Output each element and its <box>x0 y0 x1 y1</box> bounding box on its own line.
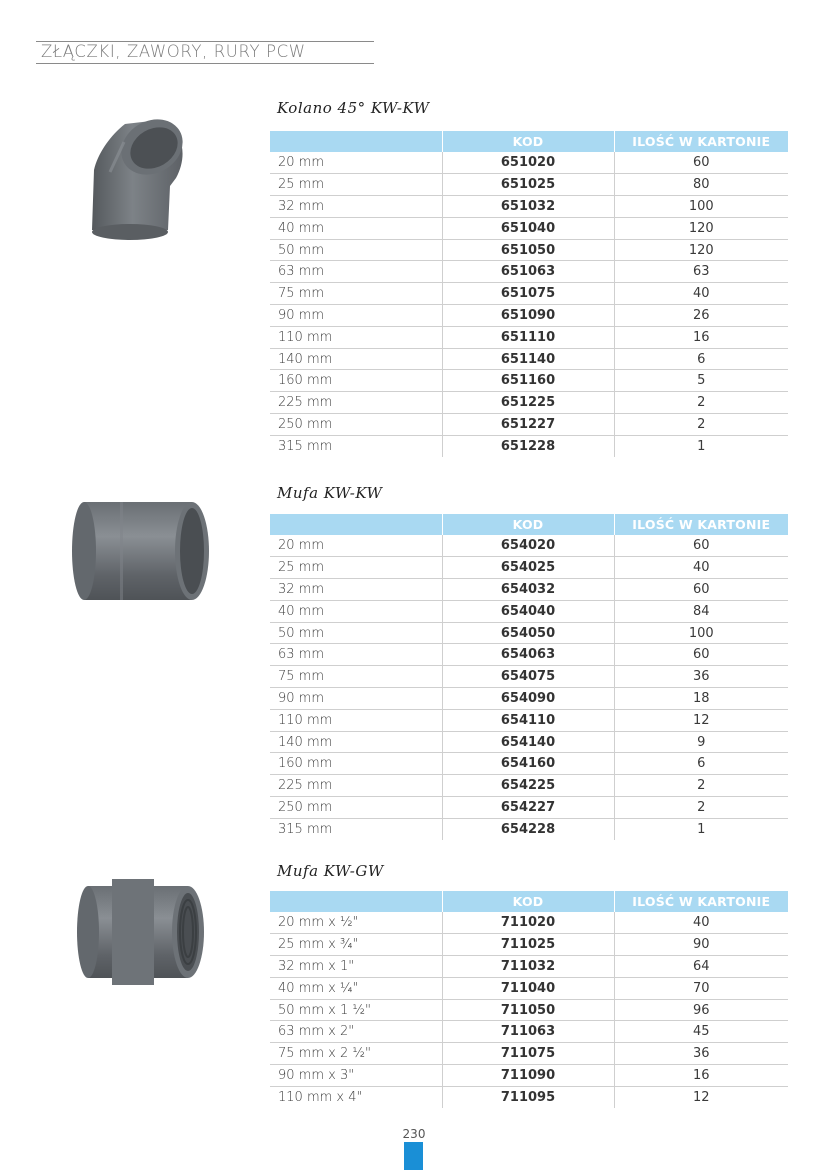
col-header-qty: ILOŚĆ W KARTONIE <box>614 514 788 535</box>
size-cell: 90 mm <box>270 688 442 710</box>
size-cell: 40 mm <box>270 217 442 239</box>
table-row <box>270 934 788 956</box>
product-code-cell: 654160 <box>442 753 614 775</box>
carton-qty-cell: 2 <box>614 797 788 819</box>
size-cell: 20 mm <box>270 535 442 557</box>
carton-qty-cell: 16 <box>614 1065 788 1087</box>
carton-qty-cell: 2 <box>614 775 788 797</box>
size-cell: 40 mm x ¼" <box>270 977 442 999</box>
product-code-cell: 651040 <box>442 217 614 239</box>
product-code-cell: 651228 <box>442 435 614 457</box>
product-code-cell: 654228 <box>442 818 614 840</box>
size-cell: 63 mm <box>270 261 442 283</box>
table-row <box>270 370 788 392</box>
table-row <box>270 818 788 840</box>
table-row <box>270 535 788 557</box>
size-cell: 110 mm <box>270 326 442 348</box>
size-cell: 250 mm <box>270 414 442 436</box>
size-cell: 75 mm x 2 ½" <box>270 1043 442 1065</box>
carton-qty-cell: 80 <box>614 174 788 196</box>
table-row <box>270 999 788 1021</box>
section-title-mufa-kw-kw: Mufa KW-KW <box>277 484 383 502</box>
product-code-cell: 651090 <box>442 305 614 327</box>
product-code-cell: 654090 <box>442 688 614 710</box>
carton-qty-cell: 26 <box>614 305 788 327</box>
carton-qty-cell: 16 <box>614 326 788 348</box>
table-row <box>270 196 788 218</box>
size-cell: 140 mm <box>270 731 442 753</box>
table-row <box>270 261 788 283</box>
size-cell: 160 mm <box>270 753 442 775</box>
size-cell: 50 mm <box>270 239 442 261</box>
carton-qty-cell: 60 <box>614 644 788 666</box>
table-row <box>270 912 788 934</box>
size-cell: 225 mm <box>270 392 442 414</box>
table-row <box>270 557 788 579</box>
product-code-cell: 651050 <box>442 239 614 261</box>
col-header-code: KOD <box>442 514 614 535</box>
col-header-code: KOD <box>442 891 614 912</box>
table-row <box>270 392 788 414</box>
carton-qty-cell: 36 <box>614 666 788 688</box>
table-row <box>270 688 788 710</box>
table-row <box>270 1043 788 1065</box>
table-row <box>270 1065 788 1087</box>
size-cell: 63 mm <box>270 644 442 666</box>
page-header-title: ZŁĄCZKI, ZAWORY, RURY PCW <box>41 42 306 61</box>
product-code-cell: 651110 <box>442 326 614 348</box>
col-header-size <box>270 891 442 912</box>
table-row <box>270 326 788 348</box>
section-title-kolano: Kolano 45° KW-KW <box>277 99 430 117</box>
carton-qty-cell: 18 <box>614 688 788 710</box>
product-code-cell: 711095 <box>442 1086 614 1108</box>
carton-qty-cell: 40 <box>614 557 788 579</box>
carton-qty-cell: 6 <box>614 753 788 775</box>
product-code-cell: 651032 <box>442 196 614 218</box>
carton-qty-cell: 100 <box>614 196 788 218</box>
table-row <box>270 797 788 819</box>
table-mufa-kw-kw <box>270 514 788 840</box>
header-rule-bottom <box>36 63 374 64</box>
product-code-cell: 654225 <box>442 775 614 797</box>
product-code-cell: 711063 <box>442 1021 614 1043</box>
col-header-size <box>270 131 442 152</box>
carton-qty-cell: 12 <box>692 1090 710 1106</box>
carton-qty-cell: 84 <box>614 600 788 622</box>
table-row <box>270 956 788 978</box>
table-row <box>270 977 788 999</box>
product-code-cell: 654025 <box>442 557 614 579</box>
carton-qty-cell: 36 <box>614 1043 788 1065</box>
carton-qty-cell: 90 <box>614 934 788 956</box>
carton-qty-cell: 9 <box>614 731 788 753</box>
size-cell: 20 mm <box>270 152 442 174</box>
product-code-cell: 651140 <box>442 348 614 370</box>
product-code-cell: 651227 <box>442 414 614 436</box>
carton-qty-cell: 2 <box>614 392 788 414</box>
size-cell: 90 mm <box>270 305 442 327</box>
table-row <box>270 239 788 261</box>
size-cell: 250 mm <box>270 797 442 819</box>
product-code-cell: 711090 <box>442 1065 614 1087</box>
carton-qty-cell: 60 <box>614 152 788 174</box>
size-cell: 50 mm x 1 ½" <box>270 999 442 1021</box>
carton-qty-cell: 1 <box>697 822 706 837</box>
carton-qty-cell: 70 <box>614 977 788 999</box>
product-code-cell: 651025 <box>442 174 614 196</box>
product-code-cell: 651075 <box>442 283 614 305</box>
size-cell: 50 mm <box>270 622 442 644</box>
table-row <box>270 414 788 436</box>
pvc-socket-icon <box>70 496 212 608</box>
size-cell: 315 mm <box>270 818 442 840</box>
table-mufa-kw-gw <box>270 891 788 1108</box>
carton-qty-cell: 40 <box>614 283 788 305</box>
table-row <box>270 283 788 305</box>
carton-qty-cell: 5 <box>614 370 788 392</box>
size-cell: 40 mm <box>270 600 442 622</box>
table-kolano <box>270 131 788 457</box>
table-row <box>270 152 788 174</box>
size-cell: 160 mm <box>270 370 442 392</box>
size-cell: 32 mm <box>270 579 442 601</box>
size-cell: 20 mm x ½" <box>270 912 442 934</box>
size-cell: 110 mm x 4" <box>270 1086 442 1108</box>
product-code-cell: 654110 <box>442 709 614 731</box>
col-header-qty: ILOŚĆ W KARTONIE <box>614 891 788 912</box>
carton-qty-cell: 1 <box>697 439 706 454</box>
carton-qty-cell: 45 <box>614 1021 788 1043</box>
size-cell: 25 mm x ¾" <box>270 934 442 956</box>
col-header-size <box>270 514 442 535</box>
product-code-cell: 654032 <box>442 579 614 601</box>
product-code-cell: 711050 <box>442 999 614 1021</box>
carton-qty-cell: 12 <box>614 709 788 731</box>
table-row <box>270 753 788 775</box>
carton-qty-cell: 6 <box>614 348 788 370</box>
table-row <box>270 644 788 666</box>
size-cell: 110 mm <box>270 709 442 731</box>
size-cell: 25 mm <box>270 557 442 579</box>
carton-qty-cell: 100 <box>614 622 788 644</box>
table-row <box>270 217 788 239</box>
carton-qty-cell: 64 <box>614 956 788 978</box>
pvc-elbow-45-icon <box>80 112 200 242</box>
product-code-cell: 654227 <box>442 797 614 819</box>
product-code-cell: 651225 <box>442 392 614 414</box>
product-code-cell: 654140 <box>442 731 614 753</box>
product-code-cell: 654040 <box>442 600 614 622</box>
carton-qty-cell: 63 <box>614 261 788 283</box>
product-code-cell: 654075 <box>442 666 614 688</box>
product-code-cell: 654050 <box>442 622 614 644</box>
size-cell: 63 mm x 2" <box>270 1021 442 1043</box>
product-code-cell: 654063 <box>442 644 614 666</box>
col-header-code: KOD <box>442 131 614 152</box>
size-cell: 140 mm <box>270 348 442 370</box>
table-row <box>270 348 788 370</box>
page-tab-marker <box>404 1142 423 1170</box>
size-cell: 225 mm <box>270 775 442 797</box>
carton-qty-cell: 2 <box>614 414 788 436</box>
carton-qty-cell: 96 <box>614 999 788 1021</box>
pvc-threaded-socket-icon <box>74 876 208 988</box>
product-code-cell: 711075 <box>442 1043 614 1065</box>
table-row <box>270 1021 788 1043</box>
size-cell: 32 mm <box>270 196 442 218</box>
size-cell: 25 mm <box>270 174 442 196</box>
product-code-cell: 651020 <box>442 152 614 174</box>
section-title-mufa-kw-gw: Mufa KW-GW <box>277 862 384 880</box>
table-row <box>270 305 788 327</box>
table-row <box>270 600 788 622</box>
carton-qty-cell: 60 <box>614 535 788 557</box>
carton-qty-cell: 120 <box>614 217 788 239</box>
table-row <box>270 435 788 457</box>
product-code-cell: 654020 <box>442 535 614 557</box>
product-code-cell: 651063 <box>442 261 614 283</box>
table-row <box>270 622 788 644</box>
carton-qty-cell: 40 <box>614 912 788 934</box>
carton-qty-cell: 120 <box>614 239 788 261</box>
size-cell: 75 mm <box>270 666 442 688</box>
product-code-cell: 651160 <box>442 370 614 392</box>
table-row <box>270 579 788 601</box>
table-row <box>270 709 788 731</box>
size-cell: 315 mm <box>270 435 442 457</box>
product-code-cell: 711040 <box>442 977 614 999</box>
table-row <box>270 666 788 688</box>
size-cell: 90 mm x 3" <box>270 1065 442 1087</box>
table-row <box>270 731 788 753</box>
table-row <box>270 775 788 797</box>
product-code-cell: 711020 <box>442 912 614 934</box>
table-row <box>270 1086 788 1108</box>
carton-qty-cell: 60 <box>614 579 788 601</box>
page-number: 230 <box>402 1127 426 1141</box>
col-header-qty: ILOŚĆ W KARTONIE <box>614 131 788 152</box>
size-cell: 32 mm x 1" <box>270 956 442 978</box>
product-code-cell: 711025 <box>442 934 614 956</box>
table-row <box>270 174 788 196</box>
size-cell: 75 mm <box>270 283 442 305</box>
product-code-cell: 711032 <box>442 956 614 978</box>
